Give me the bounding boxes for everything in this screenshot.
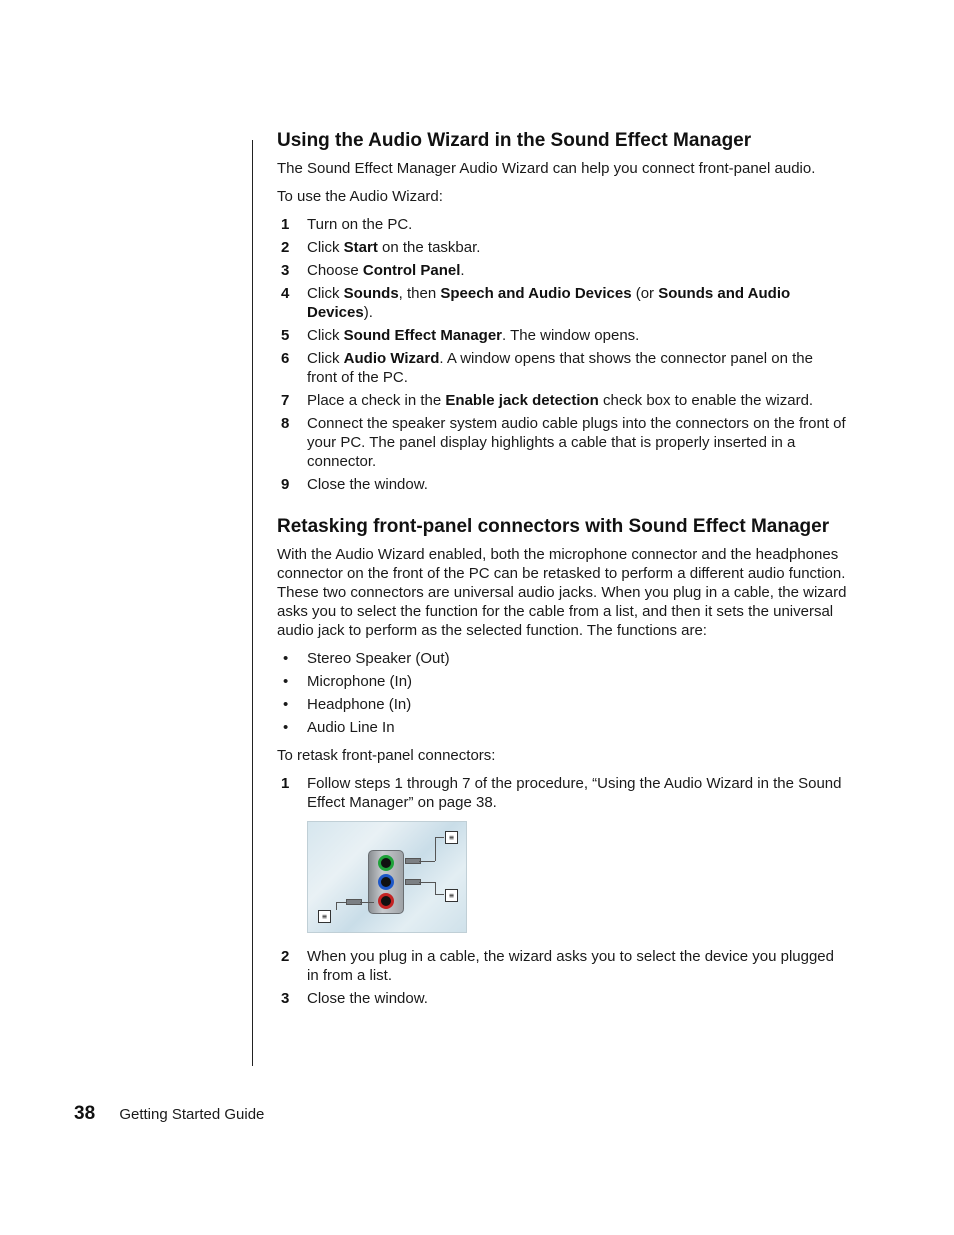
ui-term: Sounds and Audio Devices	[307, 285, 791, 321]
function-list	[277, 649, 847, 737]
connector-panel-figure	[277, 821, 847, 933]
cable-line	[435, 882, 436, 894]
list-item: • Headphone (In)	[283, 696, 412, 713]
step-number: 2	[281, 239, 290, 256]
step-number: 8	[281, 415, 290, 432]
step-number: 2	[281, 948, 290, 965]
red-jack-icon	[378, 893, 394, 909]
list-item: • Microphone (In)	[283, 673, 413, 690]
ui-term: Enable jack detection	[445, 392, 599, 409]
cable-line	[419, 882, 435, 883]
device-icon: ≡	[445, 889, 458, 902]
step-number: 5	[281, 327, 290, 344]
blue-jack-icon	[378, 874, 394, 890]
step-text: Click	[307, 239, 344, 256]
ui-term: Audio Wizard	[343, 350, 440, 367]
section-intro: The Sound Effect Manager Audio Wizard can help you connect front-panel audio.	[277, 160, 816, 177]
step-text: Click	[307, 350, 344, 367]
cable-line	[336, 902, 337, 910]
step-text: When you plug in a cable, the wizard asks you to select the device you plugged in from a list.	[307, 948, 834, 984]
step-text: Follow steps 1 through 7 of the procedure, “Using the Audio Wizard in the Sound Effect Manager” on page 38.	[307, 775, 842, 811]
step-text: Choose	[307, 262, 363, 279]
list-item	[277, 414, 847, 471]
retask-lead: To retask front-panel connectors:	[277, 747, 496, 764]
step-text: ).	[363, 304, 373, 321]
retask-steps-b	[277, 947, 847, 1008]
step-text: . The window opens.	[502, 327, 640, 344]
cable-line	[336, 902, 346, 903]
cable-line	[419, 861, 435, 862]
list-item	[277, 261, 847, 280]
margin-rule	[252, 140, 253, 1066]
step-text: , then	[398, 285, 441, 302]
ui-term: Sound Effect Manager	[343, 327, 503, 344]
step-text: Click	[307, 327, 344, 344]
section-heading-retasking: Retasking front-panel connectors with Sound Effect Manager	[277, 516, 830, 537]
list-item: • Stereo Speaker (Out)	[283, 650, 450, 667]
step-number: 3	[281, 990, 290, 1007]
list-item	[277, 475, 847, 494]
list-item	[277, 391, 847, 410]
page-content	[277, 130, 847, 1017]
ui-term: Control Panel	[362, 262, 461, 279]
retask-steps-a	[277, 774, 847, 812]
page-number: 38	[74, 1103, 96, 1124]
step-number: 3	[281, 262, 290, 279]
connector-panel-image	[307, 821, 467, 933]
step-number: 1	[281, 775, 290, 792]
list-item	[277, 326, 847, 345]
step-text: Turn on the PC.	[307, 216, 413, 233]
ui-term: Start	[343, 239, 378, 256]
step-text: Click	[307, 285, 344, 302]
device-icon: ≡	[445, 831, 458, 844]
step-text: check box to enable the wizard.	[598, 392, 814, 409]
step-text: (or	[631, 285, 659, 302]
cable-line	[435, 837, 436, 861]
step-number: 9	[281, 476, 290, 493]
cable-line	[360, 902, 374, 903]
list-item	[277, 989, 847, 1008]
ui-term: Speech and Audio Devices	[440, 285, 632, 302]
cable-line	[435, 894, 444, 895]
step-text: . A window opens that shows the connector panel on the front of the PC.	[307, 350, 813, 386]
guide-title: Getting Started Guide	[119, 1106, 265, 1123]
device-icon: ≡	[318, 910, 331, 923]
list-item	[277, 238, 847, 257]
step-text: Place a check in the	[307, 392, 446, 409]
list-item	[277, 284, 847, 322]
list-item	[277, 947, 847, 985]
section-heading-audio-wizard: Using the Audio Wizard in the Sound Effect Manager	[277, 130, 752, 151]
retasking-intro: With the Audio Wizard enabled, both the microphone connector and the headphones connector on the front of the PC can be retasked to perform a different audio function. These two connectors are universal audio jacks. When you plug in a cable, the wizard asks you to select the function for the cable from a list, and then it sets the universal audio jack to perform as the selected function. The functions are:	[277, 546, 847, 639]
step-text: Connect the speaker system audio cable plugs into the connectors on the front of your PC. The panel display highlights a cable that is properly inserted in a connector.	[307, 415, 846, 470]
step-number: 4	[281, 285, 290, 302]
list-item	[277, 215, 847, 234]
green-jack-icon	[378, 855, 394, 871]
step-number: 6	[281, 350, 290, 367]
step-text: .	[460, 262, 465, 279]
audio-wizard-steps	[277, 215, 847, 494]
step-text: Close the window.	[307, 990, 428, 1007]
page-footer	[74, 1103, 264, 1125]
step-number: 1	[281, 216, 290, 233]
step-number: 7	[281, 392, 290, 409]
front-panel-jacks	[368, 850, 404, 914]
list-item	[277, 349, 847, 387]
cable-line	[435, 837, 444, 838]
step-text: on the taskbar.	[377, 239, 481, 256]
step-text: Close the window.	[307, 476, 428, 493]
list-item: • Audio Line In	[283, 719, 395, 736]
ui-term: Sounds	[343, 285, 399, 302]
list-item	[277, 774, 847, 812]
procedure-lead: To use the Audio Wizard:	[277, 188, 443, 205]
